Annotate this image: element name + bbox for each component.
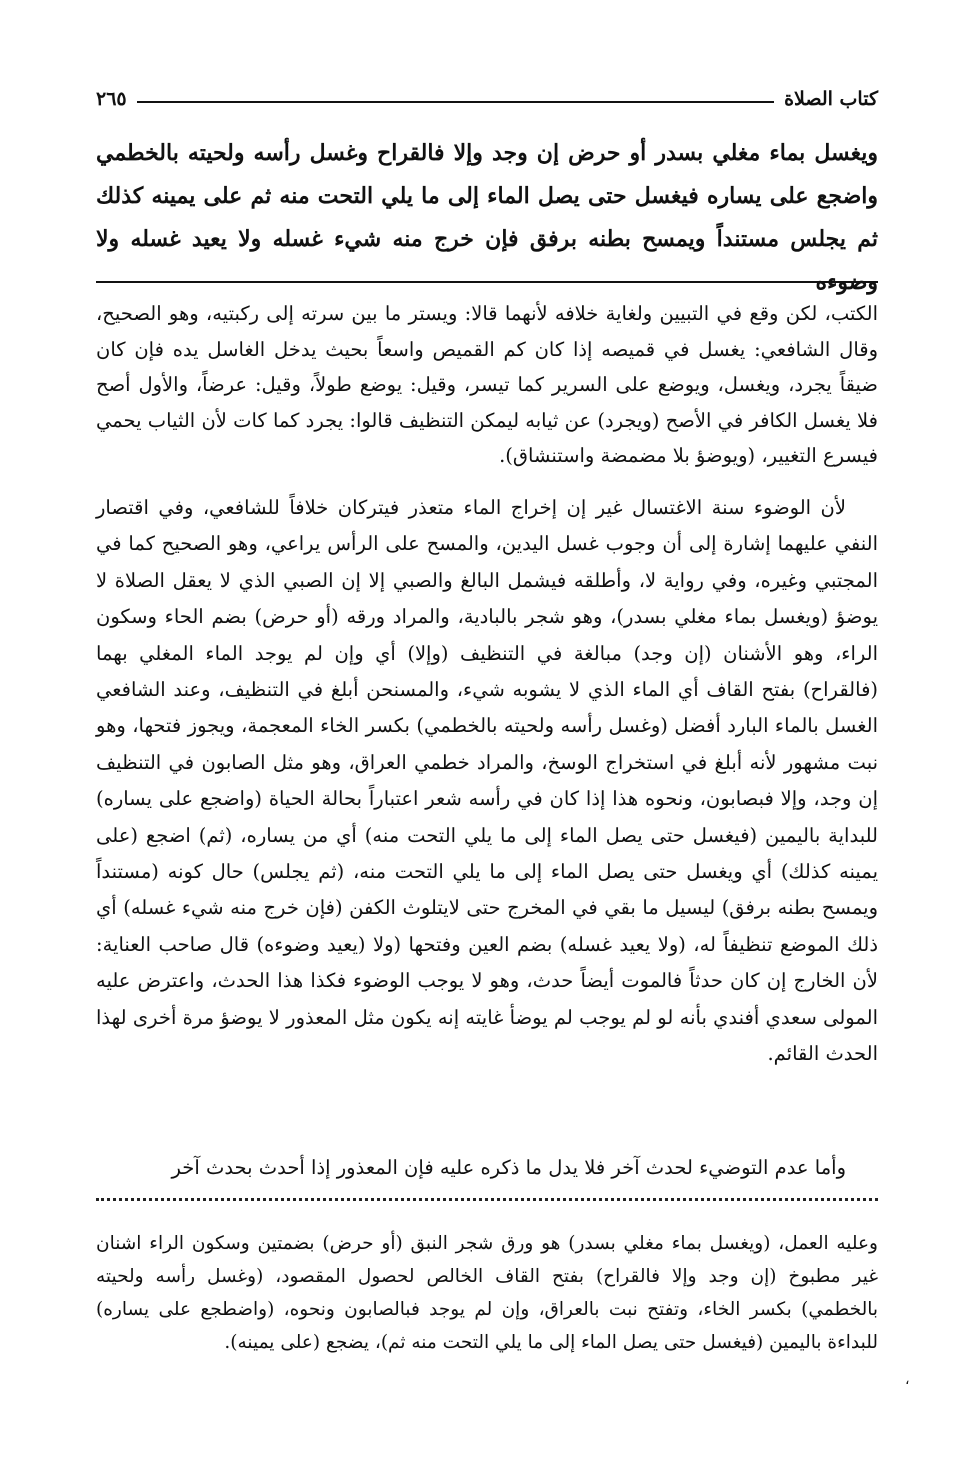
margin-mark: ، xyxy=(905,1372,910,1388)
commentary-paragraph: الكتب، لكن وقع في التبيين ولغاية خلافه لأنهما قالا: ويستر ما بين سرته إلى ركبتيه، وهو الصحيح، وقال الشافعي: يغسل في قميصه إذا كان كم القميص واسعاً بحيث يدخل الغاسل يده فإن كان ضيقاً يجرد، ويغسل، ويوضع على السرير كما تيسر، وقيل: يوضع طولاً، وقيل: عرضاً، والأول أصح فلا يغسل الكافر في الأصح (ويجرد) عن ثيابه ليمكن التنظيف قالوا: يجرد كما كات لأن الثياب يحمي فيسرع التغيير، (ويوضؤ بلا مضمضة واستنشاق). xyxy=(96,302,878,467)
matn-separator-rule xyxy=(96,281,878,283)
matn-paragraph: ويغسل بماء مغلي بسدر أو حرض إن وجد وإلا فالقراح وغسل رأسه ولحيته بالخطمي واضجع على يساره فيغسل حتى يصل الماء إلى ما يلي التحت منه ثم على يمينه كذلك ثم يجلس مستنداً ويمسح بطنه برفق فإن خرج منه شيء غسله ولا يعيد غسله ولا وضوءه xyxy=(96,140,878,295)
commentary-main-block xyxy=(96,490,878,1073)
header-rule xyxy=(137,101,774,103)
commentary-paragraph: وأما عدم التوضيء لحدث آخر فلا يدل ما ذكره عليه فإن المعذور إذا أحدث بحدث آخر xyxy=(171,1156,846,1179)
page-number: ٢٦٥ xyxy=(96,88,127,110)
footnote-paragraph: وعليه العمل، (ويغسل بماء مغلي بسدر) هو ورق شجر النبق (أو حرض) بضمتين وسكون الراء اشنان غير مطبوخ (إن وجد وإلا فالقراح) بفتح القاف الخالص لحصول المقصود، (وغسل رأسه ولحيته بالخطمي) بكسر الخاء، وتفتح نبت بالعراق، وإن لم يوجد فبالصابون ونحوه، (واضطجع على يساره) للبداءة باليمين (فيغسل حتى يصل الماء إلى ما يلي التحت منه ثم)، يضجع (على يمينه). xyxy=(96,1233,878,1353)
matn-text-block xyxy=(96,132,878,304)
commentary-tail-block xyxy=(96,1150,878,1186)
commentary-top-block xyxy=(96,296,878,474)
chapter-title: كتاب الصلاة xyxy=(784,88,878,110)
footnote-dotted-separator xyxy=(96,1198,878,1201)
footnote-block xyxy=(96,1227,878,1359)
running-header xyxy=(96,84,878,114)
commentary-paragraph: لأن الوضوء سنة الاغتسال غير إن إخراج الماء متعذر فيتركان خلافاً للشافعي، وفي اقتصار النفي عليهما إشارة إلى أن وجوب غسل اليدين، والمسح على الرأس يراعي، وهو الصحيح كما في المجتبي وغيره، وفي رواية لا، وأطلقه فيشمل البالغ والصبي إلا إن الصبي الذي لا يعقل الصلاة لا يوضؤ (ويغسل بماء مغلي بسدر)، وهو شجر بالبادية، والمراد ورقه (أو حرض) بضم الحاء وسكون الراء، وهو الأشنان (إن وجد) مبالغة في التنظيف (وإلا) أي وإن لم يوجد الماء المغلي بهما (فالقراح) بفتح القاف أي الماء الذي لا يشوبه شيء، والمسنحن أبلغ في التنظيف، وعند الشافعي الغسل بالماء البارد أفضل (وغسل رأسه ولحيته بالخطمي) بكسر الخاء المعجمة، ويجوز فتحها، وهو نبت مشهور لأنه أبلغ في استخراج الوسخ، والمراد خطمي العراق، وهو مثل الصابون في التنظيف إن وجد، وإلا فبصابون، ونحوه هذا إذا كان في رأسه شعر اعتباراً بحالة الحياة (واضجع على يساره) للبداية باليمين (فيغسل حتى يصل الماء إلى ما يلي التحت منه) أي من يساره، (ثم) اضجع (على يمينه كذلك) أي ويغسل حتى يصل الماء إلى ما يلي التحت منه، (ثم يجلس) حال كونه (مستنداً ويمسح بطنه برفق) ليسيل ما بقي في المخرج حتى لايتلوث الكفن (فإن خرج منه شيء غسله) أي ذلك الموضع تنظيفاً له، (ولا يعيد غسله) بضم العين وفتحها (ولا (يعيد وضوءه) قال صاحب العناية: لأن الخارج إن كان حدثاً فالموت أيضاً حدث، وهو لا يوجب الوضوء فكذا هذا الحدث، واعترض عليه المولى سعدي أفندي بأنه لو لم يوجب لم يوضأ غايته إنه يكون مثل المعذور لا يوضؤ مرة أخرى لهذا الحدث القائم. xyxy=(96,496,879,1066)
